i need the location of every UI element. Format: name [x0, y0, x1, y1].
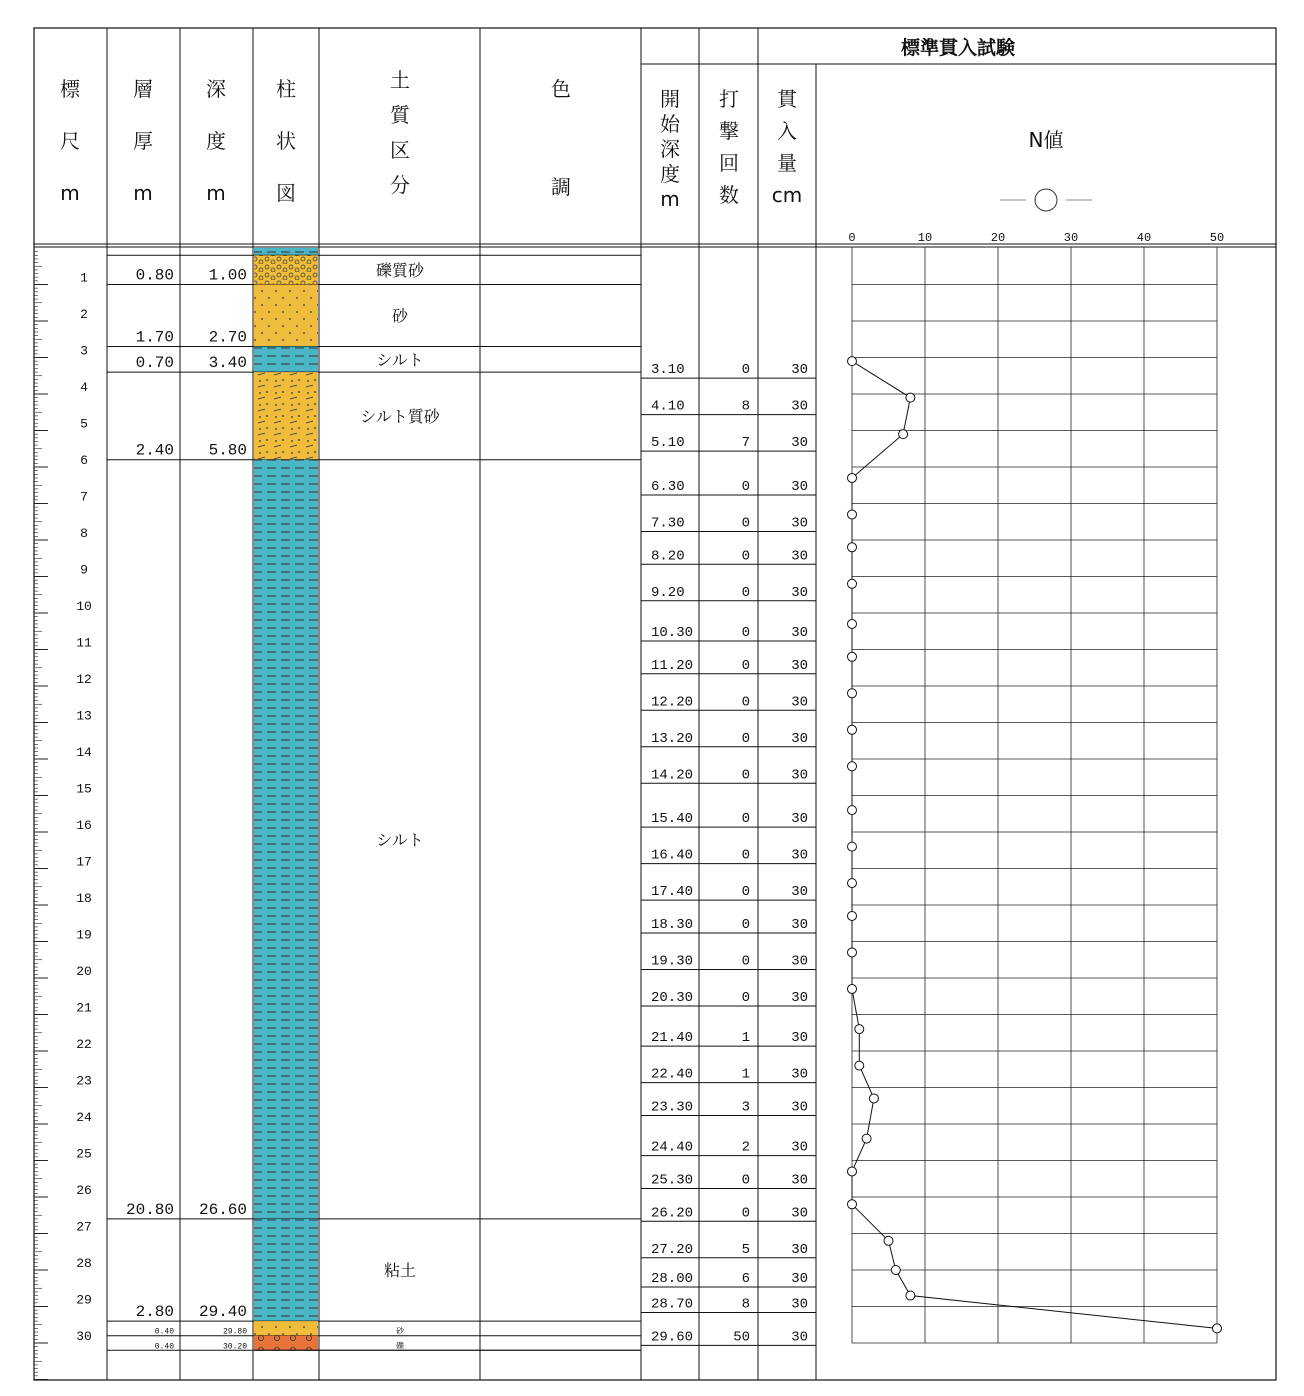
n-value-point: [848, 543, 857, 552]
spt-depth: 27.20: [651, 1241, 694, 1258]
spt-penetration: 30: [791, 953, 808, 970]
layer-depth: 1.00: [208, 266, 247, 285]
header-soil: 質: [390, 103, 410, 127]
n-value-point: [906, 1291, 915, 1300]
header-blows: 回: [719, 151, 739, 175]
spt-depth: 18.30: [651, 916, 694, 933]
spt-title: 標準貫入試験: [900, 37, 1016, 59]
layer-thickness: 0.40: [154, 1342, 174, 1352]
layer-thickness: 0.40: [154, 1327, 174, 1337]
spt-penetration: 30: [791, 1205, 808, 1222]
spt-penetration: 30: [791, 1296, 808, 1313]
layer-column-fill: [254, 347, 318, 373]
n-value-point: [899, 430, 908, 439]
depth-label: 5: [80, 416, 88, 432]
depth-label: 11: [76, 635, 92, 651]
n-value-point: [862, 1134, 871, 1143]
spt-depth: 21.40: [651, 1030, 694, 1047]
depth-label: 21: [76, 1000, 92, 1016]
layer-column-fill: [254, 248, 318, 255]
depth-label: 27: [76, 1219, 92, 1235]
spt-blows: 0: [741, 811, 750, 828]
header-column: 状: [276, 129, 296, 153]
depth-label: 17: [76, 854, 92, 870]
header-penetration: 入: [777, 119, 797, 143]
n-value-point: [848, 762, 857, 771]
header-penetration: 量: [777, 151, 797, 175]
spt-penetration: 30: [791, 515, 808, 532]
depth-label: 24: [76, 1110, 92, 1125]
depth-label: 13: [76, 708, 92, 724]
layer-thickness: 1.70: [135, 328, 174, 347]
header-n-value: N値: [1028, 128, 1064, 152]
spt-depth: 25.30: [651, 1172, 694, 1189]
spt-penetration: 30: [791, 730, 808, 747]
spt-penetration: 30: [791, 916, 808, 933]
spt-blows: 2: [741, 1139, 750, 1156]
depth-label: 14: [76, 745, 92, 760]
header-soil: 区: [390, 138, 410, 162]
spt-blows: 6: [741, 1271, 750, 1287]
n-value-point: [869, 1094, 878, 1103]
spt-blows: 0: [741, 730, 750, 747]
spt-depth: 26.20: [651, 1205, 694, 1222]
n-value-point: [848, 806, 857, 815]
layer-thickness: 0.80: [135, 266, 174, 285]
spt-depth: 4.10: [651, 398, 685, 415]
n-value-point: [1213, 1324, 1222, 1333]
header-penetration: 貫: [777, 87, 797, 111]
depth-label: 29: [76, 1292, 92, 1308]
layer-column-fill: [254, 1321, 318, 1336]
layer-depth: 29.40: [198, 1303, 247, 1322]
depth-label: 2: [80, 307, 88, 322]
spt-blows: 0: [741, 1172, 750, 1189]
spt-blows: 0: [741, 989, 750, 1006]
layer-thickness: 20.80: [125, 1200, 174, 1219]
layer-depth: 30.20: [222, 1342, 247, 1352]
n-value-point: [848, 689, 857, 698]
depth-label: 10: [76, 599, 92, 614]
depth-label: 4: [80, 380, 88, 395]
spt-blows: 0: [741, 478, 750, 495]
n-value-point: [884, 1236, 893, 1245]
spt-blows: 7: [741, 435, 750, 452]
spt-penetration: 30: [791, 1271, 808, 1287]
layer-depth: 29.80: [222, 1327, 247, 1337]
spt-depth: 24.40: [651, 1139, 694, 1156]
layer-depth: 3.40: [208, 354, 247, 373]
depth-label: 15: [76, 781, 92, 797]
layer-column-fill: [254, 285, 318, 347]
layer-soil-name: シルト: [376, 830, 424, 850]
header-color: 調: [551, 175, 571, 199]
n-tick-label: 30: [1063, 231, 1079, 245]
depth-label: 28: [76, 1256, 92, 1271]
spt-blows: 1: [741, 1030, 750, 1047]
spt-depth: 8.20: [651, 548, 685, 565]
spt-penetration: 30: [791, 989, 808, 1006]
n-value-point: [848, 619, 857, 628]
spt-blows: 0: [741, 584, 750, 601]
depth-label: 20: [76, 964, 92, 979]
n-value-point: [848, 652, 857, 661]
spt-penetration: 30: [791, 811, 808, 828]
spt-blows: 0: [741, 767, 750, 784]
spt-penetration: 30: [791, 847, 808, 864]
soil-layers: [107, 248, 641, 1351]
depth-label: 18: [76, 891, 92, 906]
depth-label: 23: [76, 1073, 92, 1089]
header-blows: 撃: [719, 119, 739, 143]
header-start-depth: 深: [660, 137, 680, 161]
n-value-point: [848, 879, 857, 888]
spt-depth: 28.70: [651, 1296, 694, 1313]
spt-table: [641, 362, 816, 1345]
spt-depth: 28.00: [651, 1271, 694, 1287]
header-color: 色: [551, 77, 571, 101]
depth-label: 30: [76, 1329, 92, 1344]
spt-depth: 29.60: [651, 1329, 694, 1346]
layer-depth: 2.70: [208, 328, 247, 347]
depth-label: 7: [80, 489, 88, 505]
spt-depth: 23.30: [651, 1099, 694, 1116]
spt-penetration: 30: [791, 548, 808, 565]
depth-label: 19: [76, 927, 92, 943]
layer-column-fill: [254, 1336, 318, 1351]
layer-soil-name: 粘土: [383, 1261, 417, 1280]
spt-depth: 3.10: [651, 362, 685, 379]
header-soil: 分: [390, 173, 410, 197]
header-column: 柱: [276, 77, 296, 101]
n-tick-label: 0: [848, 231, 856, 245]
n-value-line: [852, 361, 1217, 1328]
header-soil: 土: [390, 68, 410, 92]
header-depth: 深: [206, 77, 226, 101]
depth-label: 8: [80, 526, 88, 541]
layer-column-fill: [254, 255, 318, 284]
spt-blows: 0: [741, 694, 750, 711]
layer-soil-name: 礫質砂: [375, 260, 425, 280]
layer-soil-name: シルト: [376, 350, 424, 370]
n-value-point: [848, 842, 857, 851]
spt-penetration: 30: [791, 1030, 808, 1047]
layer-depth: 26.60: [198, 1200, 247, 1219]
n-value-chart: [848, 247, 1222, 1343]
spt-penetration: 30: [791, 657, 808, 674]
header-penetration: cm: [771, 183, 803, 207]
spt-blows: 0: [741, 953, 750, 970]
spt-depth: 12.20: [651, 694, 694, 711]
spt-depth: 17.40: [651, 884, 694, 901]
layer-depth: 5.80: [208, 441, 247, 460]
n-tick-label: 10: [917, 231, 933, 245]
depth-label: 3: [80, 343, 88, 359]
spt-blows: 8: [741, 1296, 750, 1313]
spt-penetration: 30: [791, 694, 808, 711]
spt-penetration: 30: [791, 1241, 808, 1258]
spt-blows: 0: [741, 1205, 750, 1222]
spt-depth: 19.30: [651, 953, 694, 970]
n-value-point: [848, 510, 857, 519]
spt-depth: 6.30: [651, 478, 685, 495]
depth-label: 26: [76, 1183, 92, 1198]
spt-blows: 0: [741, 515, 750, 532]
spt-penetration: 30: [791, 1172, 808, 1189]
n-tick-label: 20: [990, 231, 1006, 245]
spt-penetration: 30: [791, 435, 808, 452]
spt-depth: 7.30: [651, 515, 685, 532]
header-scale: 尺: [60, 129, 80, 153]
header-thickness: m: [133, 181, 153, 205]
layer-soil-name: 礫: [396, 1341, 404, 1351]
header-depth: m: [206, 181, 226, 205]
header-start-depth: 始: [660, 112, 680, 136]
spt-blows: 5: [741, 1241, 750, 1258]
header-scale: 標: [60, 77, 80, 101]
depth-scale: [34, 252, 92, 1380]
depth-label: 6: [80, 453, 88, 468]
n-value-point: [848, 911, 857, 920]
depth-label: 16: [76, 818, 92, 833]
spt-depth: 10.30: [651, 624, 694, 641]
header-thickness: 厚: [133, 129, 153, 153]
header-thickness: 層: [133, 77, 153, 101]
depth-label: 1: [80, 270, 88, 286]
legend-marker: [1035, 189, 1057, 211]
layer-soil-name: シルト質砂: [360, 406, 440, 426]
header-depth: 度: [206, 129, 226, 153]
layer-column-fill: [254, 1219, 318, 1321]
spt-blows: 1: [741, 1066, 750, 1083]
spt-penetration: 30: [791, 1329, 808, 1346]
spt-blows: 50: [733, 1329, 750, 1346]
spt-depth: 14.20: [651, 767, 694, 784]
spt-depth: 15.40: [651, 811, 694, 828]
layer-soil-name: 砂: [396, 1326, 404, 1336]
n-value-point: [848, 948, 857, 957]
n-value-point: [848, 725, 857, 734]
n-value-point: [855, 1061, 864, 1070]
layer-thickness: 2.80: [135, 1303, 174, 1322]
spt-blows: 0: [741, 916, 750, 933]
layer-column-fill: [254, 372, 318, 460]
layer-thickness: 2.40: [135, 441, 174, 460]
header-column: 図: [276, 181, 296, 205]
spt-depth: 22.40: [651, 1066, 694, 1083]
n-value-point: [848, 579, 857, 588]
spt-depth: 16.40: [651, 847, 694, 864]
spt-blows: 0: [741, 847, 750, 864]
spt-blows: 0: [741, 362, 750, 379]
layer-soil-name: 砂: [391, 306, 409, 326]
spt-penetration: 30: [791, 1066, 808, 1083]
spt-penetration: 30: [791, 398, 808, 415]
n-value-point: [848, 357, 857, 366]
header-start-depth: m: [660, 187, 680, 211]
n-tick-label: 40: [1136, 231, 1152, 245]
spt-blows: 0: [741, 548, 750, 565]
spt-penetration: 30: [791, 478, 808, 495]
spt-depth: 11.20: [651, 657, 694, 674]
n-value-point: [891, 1266, 900, 1275]
header-blows: 数: [719, 183, 739, 207]
depth-label: 22: [76, 1037, 92, 1052]
n-value-point: [848, 984, 857, 993]
spt-penetration: 30: [791, 1099, 808, 1116]
header-start-depth: 開: [660, 87, 680, 111]
header-blows: 打: [719, 87, 739, 111]
spt-depth: 9.20: [651, 584, 685, 601]
n-tick-label: 50: [1209, 231, 1225, 245]
spt-penetration: 30: [791, 362, 808, 379]
spt-depth: 20.30: [651, 989, 694, 1006]
spt-penetration: 30: [791, 584, 808, 601]
depth-label: 25: [76, 1146, 92, 1162]
header-scale: m: [60, 181, 80, 205]
spt-blows: 3: [741, 1099, 750, 1116]
spt-penetration: 30: [791, 624, 808, 641]
spt-depth: 13.20: [651, 730, 694, 747]
n-value-point: [848, 473, 857, 482]
depth-label: 12: [76, 672, 92, 687]
layer-thickness: 0.70: [135, 354, 174, 373]
header-start-depth: 度: [660, 162, 680, 186]
layer-column-fill: [254, 460, 318, 1219]
spt-blows: 0: [741, 884, 750, 901]
n-value-point: [855, 1025, 864, 1034]
n-value-point: [906, 393, 915, 402]
column-headers: [60, 36, 1224, 245]
spt-penetration: 30: [791, 884, 808, 901]
spt-penetration: 30: [791, 1139, 808, 1156]
spt-blows: 0: [741, 624, 750, 641]
n-value-point: [848, 1167, 857, 1176]
spt-blows: 0: [741, 657, 750, 674]
n-value-point: [848, 1200, 857, 1209]
depth-label: 9: [80, 562, 88, 578]
spt-penetration: 30: [791, 767, 808, 784]
spt-depth: 5.10: [651, 435, 685, 452]
spt-blows: 8: [741, 398, 750, 415]
